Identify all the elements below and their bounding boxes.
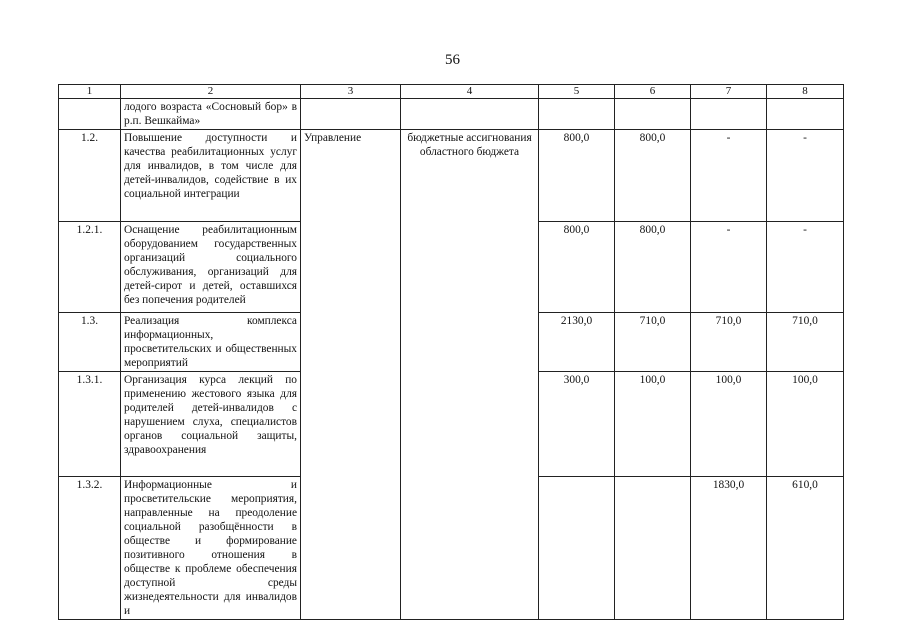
executor-cell: Управление xyxy=(301,130,401,620)
header-cell-6: 6 xyxy=(615,85,691,99)
value-col-6: 800,0 xyxy=(615,130,691,222)
value-col-6: 100,0 xyxy=(615,372,691,477)
funding-cell-empty xyxy=(401,99,539,130)
executor-cell-empty xyxy=(539,477,615,620)
value-col-5 xyxy=(539,99,615,130)
value-col-5: 800,0 xyxy=(539,222,615,313)
value-col-7: 710,0 xyxy=(691,313,767,372)
row-description: Организация курса лекций по применению жестового языка для родителей детей-инвалидов с нарушением слуха, специалистов органов социальной защиты, здравоохранения xyxy=(121,372,301,477)
value-col-7: 100,0 xyxy=(691,372,767,477)
row-description: Повышение доступности и качества реабилитационных услуг для инвалидов, в том числе для детей-инвалидов, содействие в их социальной интеграции xyxy=(121,130,301,222)
funding-cell-empty xyxy=(615,477,691,620)
value-col-7: - xyxy=(691,222,767,313)
header-cell-3: 3 xyxy=(301,85,401,99)
page-number: 56 xyxy=(445,52,460,68)
row-description: лодого возраста «Сосновый бор» в р.п. Вешкайма» xyxy=(121,99,301,130)
value-col-8: 100,0 xyxy=(767,372,844,477)
header-cell-5: 5 xyxy=(539,85,615,99)
value-col-6 xyxy=(615,99,691,130)
value-col-8: - xyxy=(767,222,844,313)
value-col-7 xyxy=(691,99,767,130)
row-number xyxy=(59,99,121,130)
value-col-6: 710,0 xyxy=(615,313,691,372)
value-col-8: 710,0 xyxy=(767,313,844,372)
row-description: Оснащение реабилитационным оборудованием государственных организаций социального обслуживания, организаций для детей-сирот и детей, оставшихся без попечения родителей xyxy=(121,222,301,313)
executor-cell-empty xyxy=(301,99,401,130)
header-cell-1: 1 xyxy=(59,85,121,99)
row-number: 1.3.2. xyxy=(59,477,121,620)
table-row xyxy=(59,99,844,130)
value-col-8 xyxy=(767,99,844,130)
header-cell-4: 4 xyxy=(401,85,539,99)
row-description-text: Информационные и просветительские мероприятия, направленные на преодоление социальной разобщённости в обществе и формирование позитивного отношения в обществе к проблеме обеспечения доступной среды жизнедеятельности для инвалидов и xyxy=(124,479,297,617)
row-description xyxy=(121,477,301,620)
value-col-8: - xyxy=(767,130,844,222)
row-number: 1.3.1. xyxy=(59,372,121,477)
value-col-5: 800,0 xyxy=(539,130,615,222)
budget-table xyxy=(58,84,844,620)
header-cell-8: 8 xyxy=(767,85,844,99)
value-col-5: 2130,0 xyxy=(539,313,615,372)
table-header-row xyxy=(59,85,844,99)
value-col-6: 610,0 xyxy=(767,477,844,620)
value-col-7: - xyxy=(691,130,767,222)
row-description: Реализация комплекса информационных, просветительских и общественных мероприятий xyxy=(121,313,301,372)
funding-source-cell: бюджетные ассигнования областного бюджета xyxy=(401,130,539,620)
value-col-6: 800,0 xyxy=(615,222,691,313)
header-cell-7: 7 xyxy=(691,85,767,99)
row-number: 1.2.1. xyxy=(59,222,121,313)
table-row xyxy=(59,130,844,222)
value-col-5: 1830,0 xyxy=(691,477,767,620)
header-cell-2: 2 xyxy=(121,85,301,99)
value-col-5: 300,0 xyxy=(539,372,615,477)
row-number: 1.3. xyxy=(59,313,121,372)
row-number: 1.2. xyxy=(59,130,121,222)
